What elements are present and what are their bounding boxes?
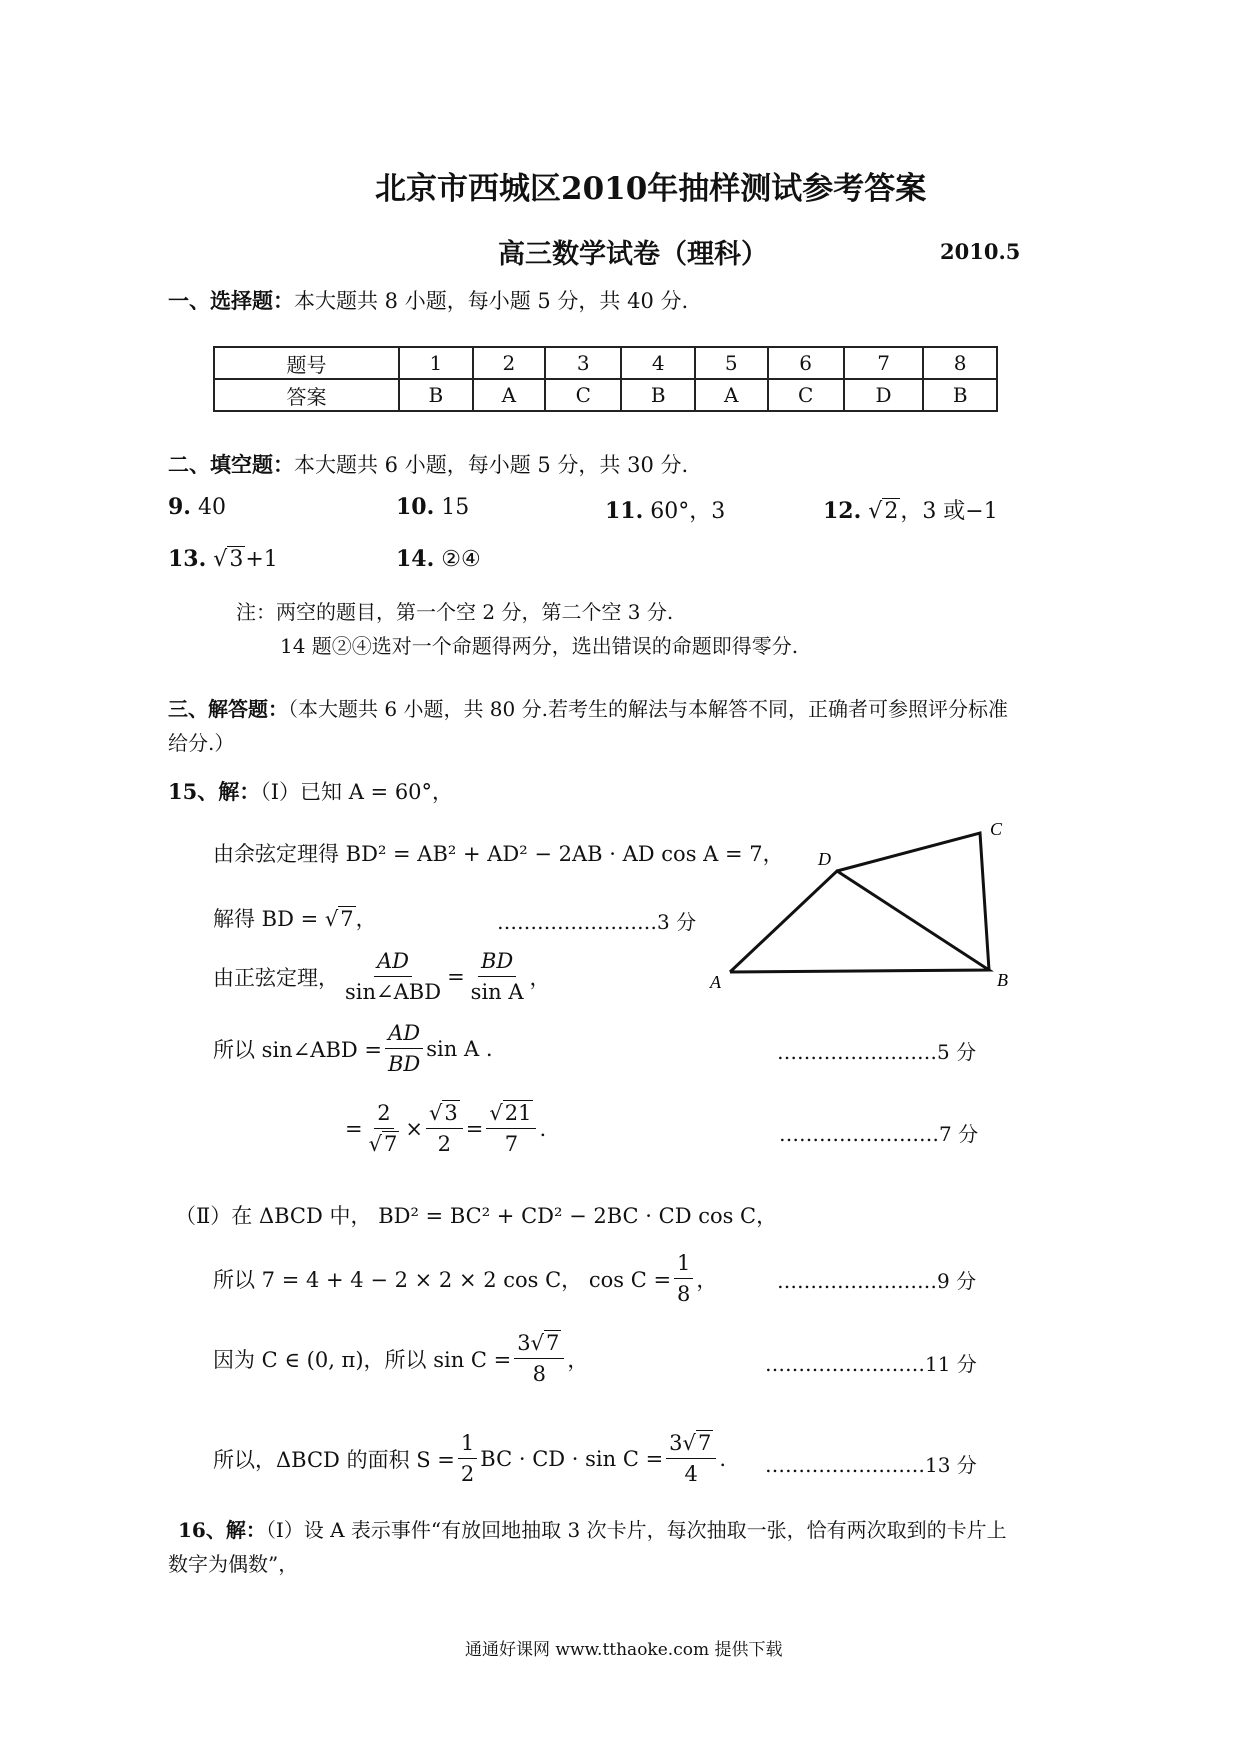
- note-line-2: 14 题②④选对一个命题得两分，选出错误的命题即得零分.: [280, 634, 799, 658]
- answer-q12: [823, 494, 998, 525]
- table-cell: 4: [621, 347, 695, 379]
- q15-cosc-text: 所以 7 = 4 + 4 − 2 × 2 × 2 cos C， cos C =: [213, 1267, 672, 1292]
- radicand: 7: [546, 1331, 560, 1355]
- score-3: ……………………3 分: [497, 910, 697, 934]
- fraction: [342, 948, 444, 1005]
- section2-heading: 二、填空题：: [168, 452, 294, 477]
- section3-desc-1: （本大题共 6 小题，共 80 分.若考生的解法与本解答不同，正确者可参照评分标准: [288, 697, 1008, 721]
- fraction: [458, 1430, 477, 1487]
- table-row: [214, 379, 997, 411]
- radicand: 21: [504, 1101, 532, 1125]
- q15-sinabd-text: 所以 sin∠ABD =: [213, 1037, 382, 1062]
- table-cell: 7: [844, 347, 924, 379]
- q15-sine-post: ，: [529, 965, 551, 990]
- q12-answer: ，3 或−1: [900, 499, 998, 524]
- table-cell: B: [399, 379, 473, 411]
- section3-header: [168, 693, 1008, 722]
- fraction-denominator: 8: [677, 1282, 691, 1306]
- sqrt-icon: √: [213, 547, 228, 572]
- q16-line-1: [178, 1514, 1007, 1543]
- table-cell: 6: [768, 347, 844, 379]
- fraction: [468, 948, 527, 1005]
- q16-line-2: 数字为偶数”，: [168, 1552, 299, 1576]
- comma: ，: [567, 1347, 589, 1372]
- figure-label-d: D: [818, 849, 831, 869]
- q15-sinc-text: 因为 C ∈ (0, π)，所以 sin C =: [213, 1347, 512, 1372]
- q10-answer: 15: [441, 495, 470, 520]
- fraction-denominator: sin A: [470, 980, 524, 1004]
- answer-q13: [168, 546, 278, 572]
- q16-label: 16、解：: [178, 1518, 266, 1542]
- fraction-denominator: sin∠ABD: [345, 980, 442, 1004]
- page-footer: 通通好课网 www.tthaoke.com 提供下载: [465, 1640, 783, 1660]
- q15-area-text: 所以，ΔBCD 的面积 S =: [213, 1447, 455, 1472]
- coefficient: 3: [517, 1331, 531, 1355]
- q14-number: 14.: [396, 546, 435, 572]
- fraction-numerator: 1: [458, 1430, 477, 1459]
- table-cell: B: [621, 379, 695, 411]
- table-cell: C: [545, 379, 621, 411]
- score-7: ……………………7 分: [779, 1122, 979, 1146]
- fraction-numerator: BD: [478, 948, 516, 977]
- section2-desc: 本大题共 6 小题，每小题 5 分，共 30 分.: [294, 453, 689, 477]
- fraction: [514, 1330, 564, 1387]
- q16-text-1: （Ⅰ）设 A 表示事件“有放回地抽取 3 次卡片，每次抽取一张，恰有两次取到的卡片上: [265, 1518, 1007, 1542]
- times-sign: ×: [405, 1116, 423, 1141]
- q15-sine-text: 由正弦定理，: [213, 965, 339, 990]
- q9-answer: 40: [197, 495, 226, 520]
- radicand: 7: [384, 1132, 398, 1156]
- q13-number: 13.: [168, 546, 207, 572]
- answer-q14: [396, 546, 481, 572]
- fraction-denominator: 4: [684, 1462, 698, 1486]
- q12-number: 12.: [823, 498, 862, 524]
- document-title: 北京市西城区2010年抽样测试参考答案: [375, 171, 927, 207]
- note-line-1: 注：两空的题目，第一个空 2 分，第二个空 3 分.: [236, 600, 674, 624]
- fraction-numerator: [666, 1430, 716, 1459]
- fraction: [486, 1100, 536, 1157]
- q9-number: 9.: [168, 494, 191, 520]
- quadrilateral-figure: [700, 815, 1030, 995]
- table-cell: B: [923, 379, 997, 411]
- q15-area-mid: BC · CD · sin C =: [480, 1446, 664, 1471]
- answer-q11: [605, 494, 725, 525]
- table-cell: A: [473, 379, 546, 411]
- radicand: 3: [444, 1101, 458, 1125]
- fraction-denominator: 2: [437, 1132, 452, 1156]
- q15-line-sine: [213, 948, 551, 1005]
- equals-sign: =: [345, 1116, 363, 1141]
- table-cell: C: [768, 379, 844, 411]
- sqrt-icon: √: [368, 1132, 382, 1156]
- fraction-numerator: [486, 1100, 536, 1129]
- section1-header: [168, 285, 688, 315]
- table-row: [214, 347, 997, 379]
- q15-part2: （Ⅱ）在 ΔBCD 中， BD² = BC² + CD² − 2BC · CD cos C，: [175, 1204, 778, 1228]
- fraction-denominator: 7: [504, 1132, 519, 1156]
- fraction-numerator: 1: [674, 1250, 693, 1279]
- sqrt-icon: √: [324, 907, 339, 931]
- section3-desc-2: 给分.）: [168, 731, 235, 755]
- q12-radicand: 2: [884, 499, 899, 524]
- radicand: 7: [697, 1431, 712, 1455]
- table-cell: 8: [923, 347, 997, 379]
- equals-sign: =: [465, 1116, 484, 1141]
- answer-q9: [168, 494, 226, 520]
- q15-bd-post: ，: [355, 907, 377, 931]
- q15-intro: [168, 776, 453, 806]
- fraction-denominator: [366, 1129, 403, 1157]
- period: .: [539, 1116, 547, 1141]
- q15-line-result: [345, 1100, 546, 1157]
- table-cell: D: [844, 379, 924, 411]
- fraction-denominator: BD: [388, 1052, 421, 1076]
- answer-table: [213, 346, 998, 412]
- table-cell-label: 题号: [214, 347, 399, 379]
- comma: ，: [696, 1267, 718, 1292]
- fraction-numerator: AD: [385, 1020, 423, 1049]
- answer-q10: [396, 494, 469, 520]
- figure-label-a: A: [710, 972, 721, 992]
- coefficient: 3: [669, 1431, 683, 1455]
- fraction: [666, 1430, 716, 1487]
- fraction-numerator: [426, 1100, 463, 1129]
- q15-line-cosc: [213, 1250, 717, 1307]
- table-cell: A: [695, 379, 768, 411]
- fraction-numerator: AD: [374, 948, 412, 977]
- fraction-denominator: 8: [532, 1362, 546, 1386]
- q15-line-cosine: 由余弦定理得 BD² = AB² + AD² − 2AB · AD cos A = 7，: [213, 842, 784, 866]
- sqrt-icon: √: [530, 1331, 545, 1355]
- sqrt-icon: √: [868, 499, 883, 524]
- section1-desc: 本大题共 8 小题，每小题 5 分，共 40 分.: [294, 289, 689, 313]
- fraction: [385, 1020, 423, 1077]
- document-date: 2010.5: [940, 239, 1021, 264]
- q15-line-sinabd: [213, 1020, 493, 1077]
- table-cell-label: 答案: [214, 379, 399, 411]
- fraction-numerator: 2: [374, 1100, 393, 1129]
- q13-answer: +1: [245, 547, 278, 572]
- figure-edge-abd: [730, 871, 989, 972]
- q15-line-area: [213, 1430, 726, 1487]
- sqrt-icon: √: [489, 1101, 503, 1125]
- score-13: ……………………13 分: [765, 1453, 977, 1477]
- document-subtitle: 高三数学试卷（理科）: [498, 239, 768, 270]
- q11-answer: 60°，3: [650, 499, 726, 524]
- q15-line-bd: [213, 903, 377, 933]
- q10-number: 10.: [396, 494, 435, 520]
- sqrt-icon: √: [428, 1101, 443, 1125]
- section1-heading: 一、选择题：: [168, 288, 294, 313]
- score-9: ……………………9 分: [777, 1269, 977, 1293]
- q15-sinabd-post: sin A .: [426, 1036, 493, 1061]
- table-cell: 2: [473, 347, 546, 379]
- q15-bd-radicand: 7: [340, 907, 354, 931]
- figure-edge-dcb: [837, 833, 989, 970]
- score-11: ……………………11 分: [765, 1352, 977, 1376]
- section2-header: [168, 449, 688, 479]
- q15-bd-text: 解得 BD =: [213, 907, 319, 931]
- table-cell: 3: [545, 347, 621, 379]
- fraction: [366, 1100, 403, 1157]
- q11-number: 11.: [605, 498, 644, 524]
- equals-sign: =: [447, 964, 465, 989]
- sqrt-icon: √: [682, 1431, 696, 1455]
- q15-line-sinc: [213, 1330, 588, 1387]
- figure-label-b: B: [997, 970, 1008, 990]
- section3-heading: 三、解答题：: [168, 697, 288, 721]
- q15-label: 15、解：: [168, 779, 261, 804]
- figure-label-c: C: [990, 819, 1003, 839]
- table-cell: 5: [695, 347, 768, 379]
- q13-radicand: 3: [229, 547, 244, 572]
- fraction-numerator: [514, 1330, 564, 1359]
- fraction: [674, 1250, 693, 1307]
- fraction: [426, 1100, 463, 1157]
- fraction-denominator: 2: [460, 1462, 475, 1486]
- period: .: [719, 1446, 726, 1471]
- q14-answer: ②④: [441, 547, 481, 572]
- table-cell: 1: [399, 347, 473, 379]
- q15-part1: （Ⅰ）已知 A = 60°，: [260, 780, 454, 804]
- score-5: ……………………5 分: [777, 1040, 977, 1064]
